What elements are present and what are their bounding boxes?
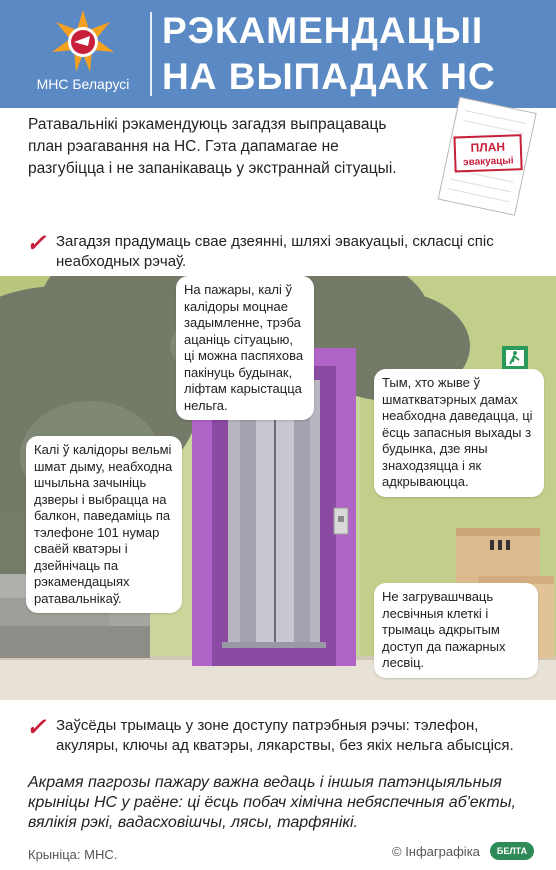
evacuation-plan-document-icon (430, 92, 542, 222)
mchs-logo (18, 6, 148, 106)
point-second: Заўсёды трымаць у зоне доступу патрэбныя рэчы: тэлефон, акуляры, ключы ад кватэры, лякарствы, без якіх нельга абысціся. (56, 717, 514, 754)
plan-stamp-line-2: эвакуацыі (462, 155, 514, 169)
hallway-scene (0, 276, 556, 700)
closing-text: Акрамя пагрозы пажару важна ведаць і іншыя патэнцыяльныя крыніцы НС у раёне: ці ёсць побач хімічна небяспечныя аб'екты, вялікія рэкі, вадасховішчы, лясы, тарфянікі. (28, 774, 516, 831)
checkmark-icon: ✓ (26, 712, 47, 741)
speech-bubble-exits: Тым, хто жыве ў шматкватэрных дамах неабходна даведацца, ці ёсць запасныя выхады з будынка, дзе яны знаходзяцца і як адкрываюцца. (374, 369, 544, 497)
plan-stamp-line-1: ПЛАН (470, 139, 506, 155)
credit-text: © Інфаграфіка (392, 844, 480, 859)
page-title (162, 8, 496, 100)
mchs-star-icon (50, 8, 116, 74)
checkmark-icon: ✓ (26, 228, 47, 257)
source-text: Крыніца: МНС. (28, 847, 118, 862)
logo-text: МНС Беларусі (36, 76, 130, 92)
title-line-1: РЭКАМЕНДАЦЫІ (162, 10, 484, 51)
speech-bubble-elevator: На пажары, калі ў калідоры моцнае задымленне, трэба ацаніць сітуацыю, ці можна паспяхова пакінуць будынак, ліфтам карыстацца нельга. (176, 276, 314, 420)
belta-logo: БЕЛТА (490, 842, 534, 860)
intro-text: Ратавальнікі рэкамендуюць загадзя выпрацаваць план рэагавання на НС. Гэта дапамагае не разгубіцца і не запанікаваць у экстраннай сітуацыі. (28, 116, 397, 177)
header-divider (150, 12, 152, 96)
point-first: Загадзя прадумаць свае дзеянні, шляхі эвакуацыі, скласці спіс неабходных рэчаў. (56, 233, 494, 270)
speech-bubble-balcony: Калі ў калідоры вельмі шмат дыму, неабходна шчыльна зачыніць дзверы і выбрацца на балкон, паведаміць па тэлефоне 101 нумар сваёй кватэры і дзейнічаць па рэкамендацыях ратавальнікаў. (26, 436, 182, 613)
title-line-2: НА ВЫПАДАК НС (162, 56, 496, 97)
speech-bubble-stairs: Не загрувашчваць лесвічныя клеткі і трымаць адкрытым доступ да пажарных лесвіц. (374, 583, 538, 678)
